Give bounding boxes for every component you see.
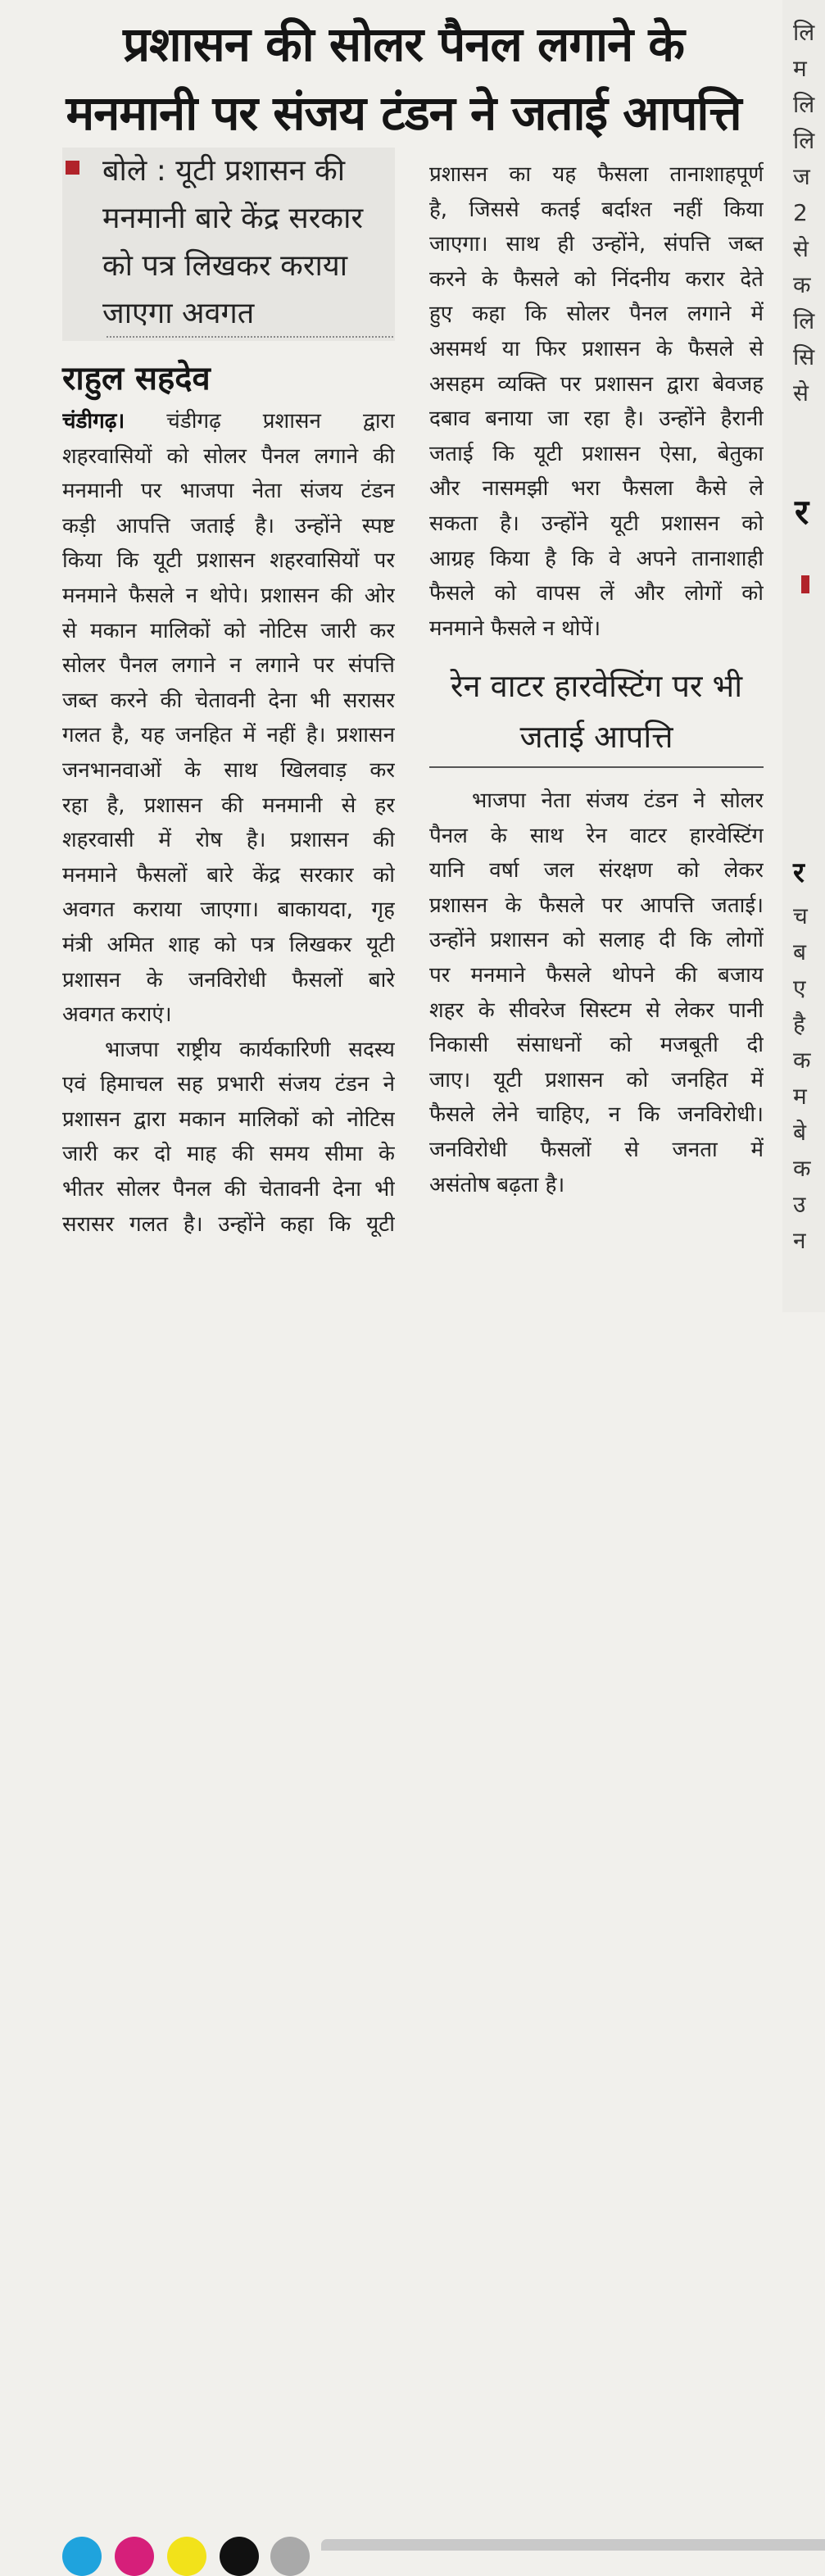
deck-line: बोले : यूटी प्रशासन की [102,154,346,188]
text-line: प्रशासन के जनविरोधी फैसलों बारे [62,967,395,993]
text-line: फैसले लेने चाहिए, न कि जनविरोधी। [429,1102,764,1128]
right-column-bottom [429,784,764,1202]
text-line: है, जिससे कतई बर्दाश्त नहीं किया [429,197,764,222]
text-line: आग्रह किया है कि वे अपने तानाशाही [429,546,764,571]
text-line: और नासमझी भरा फैसला कैसे ले [429,476,764,502]
text-line: मनमाने फैसलों बारे केंद्र सरकार को [62,862,395,888]
text-line: सरासर गलत है। उन्होंने कहा कि यूटी [62,1211,395,1237]
deck-line: को पत्र लिखकर कराया [102,249,348,283]
subheading-divider [429,766,764,768]
edge-fragment: लि [793,127,815,154]
text-line: भाजपा राष्ट्रीय कार्यकारिणी सदस्य [105,1037,395,1062]
text-line: शहर के सीवरेज सिस्टम से लेकर पानी [429,997,764,1023]
text-line: जारी कर दो माह की समय सीमा के [62,1142,395,1167]
text-line: दबाव बनाया जा रहा है। उन्होंने हैरानी [429,407,764,432]
text-line: असहम व्यक्ति पर प्रशासन द्वारा बेवजह [429,371,764,397]
edge-heading-fragment-2: र [793,856,805,889]
edge-fragment: बे [793,1119,806,1146]
text-line: भाजपा नेता संजय टंडन ने सोलर [472,788,764,813]
text-line: मनमाने फैसले न थोपें। [429,616,601,641]
edge-fragment: च [793,902,808,929]
adjacent-column-text-top [793,15,825,411]
headline-line-2: मनमानी पर संजय टंडन ने जताई आपत्ति [66,85,741,141]
magenta-registration-dot-icon [115,2537,154,2576]
text-line: प्रशासन द्वारा मकान मालिकों को नोटिस [62,1106,395,1132]
text-line: शहरवासी में रोष है। प्रशासन की [62,828,395,853]
edge-bullet-icon [801,575,809,593]
text-line: कड़ी आपत्ति जताई है। उन्होंने स्पष्ट [62,513,395,538]
text-line: मनमाने फैसले न थोपे। प्रशासन की ओर [62,583,395,608]
text-line: सोलर पैनल लगाने न लगाने पर संपत्ति [62,653,395,679]
text-line: शहरवासियों को सोलर पैनल लगाने की [62,443,395,469]
edge-fragment: सि [793,343,815,370]
text-line: जाए। यूटी प्रशासन को जनहित में [429,1067,764,1093]
adjacent-column-text-bottom [793,898,825,1259]
text-line: प्रशासन के फैसले पर आपत्ति जताई। [429,893,764,918]
text-fragment: चंडीगढ़ प्रशासन द्वारा [166,409,395,434]
edge-fragment: ज [793,163,810,190]
square-bullet-icon [66,161,79,175]
text-line: मंत्री अमित शाह को पत्र लिखकर यूटी [62,932,395,957]
edge-fragment: लि [793,91,815,118]
text-line: जनभानवाओं के साथ खिलवाड़ कर [62,757,395,783]
left-column [62,404,395,1242]
edge-fragment: से [793,379,809,407]
text-line: असंतोष बढ़ता है। [429,1172,565,1197]
edge-fragment: से [793,235,809,262]
text-line: किया कि यूटी प्रशासन शहरवासियों पर [62,548,395,574]
text-line: फैसले को वापस लें और लोगों को [429,581,764,607]
registration-bar [321,2539,825,2551]
grey-registration-dot-icon [270,2537,310,2576]
text-line: से मकान मालिकों को नोटिस जारी कर [62,618,395,643]
text-line: जब्त करने की चेतावनी देना भी सरासर [62,688,395,713]
print-registration-strip [0,1262,825,1312]
text-line: असमर्थ या फिर प्रशासन के फैसले से [429,336,764,361]
text-line: एवं हिमाचल सह प्रभारी संजय टंडन ने [62,1072,395,1097]
edge-heading-fragment: र [795,492,809,532]
headline-line-1: प्रशासन की सोलर पैनल लगाने के [123,16,684,72]
text-line: जनविरोधी फैसलों से जनता में [429,1137,764,1162]
subheading-line-1: रेन वाटर हारवेस्टिंग पर भी [450,668,743,704]
deck-line: मनमानी बारे केंद्र सरकार [102,202,364,235]
text-line: अवगत कराया जाएगा। बाकायदा, गृह [62,897,395,923]
subheading-line-2: जताई आपत्ति [519,719,673,755]
cyan-registration-dot-icon [62,2537,102,2576]
edge-fragment: क [793,1047,811,1074]
dateline: चंडीगढ़। [62,409,125,434]
edge-fragment: लि [793,19,815,46]
deck [102,148,397,338]
text-line: भीतर सोलर पैनल की चेतावनी देना भी [62,1177,395,1202]
text-line: सकता है। उन्होंने यूटी प्रशासन को [429,511,764,536]
headline [33,10,774,148]
edge-fragment: म [793,1083,807,1110]
text-line: निकासी संसाधनों को मजबूती दी [429,1033,764,1058]
deck-line: जाएगा अवगत [102,297,255,330]
edge-fragment: 2 [793,199,808,226]
edge-fragment: क [793,1155,811,1182]
edge-fragment: है [793,1011,805,1038]
text-line: हुए कहा कि सोलर पैनल लगाने में [429,302,764,327]
text-line: जाएगा। साथ ही उन्होंने, संपत्ति जब्त [429,232,764,257]
edge-fragment: लि [793,307,815,334]
edge-fragment: उ [793,1191,806,1218]
text-line: प्रशासन का यह फैसला तानाशाहपूर्ण [429,162,764,187]
text-line: रहा है, प्रशासन की मनमानी से हर [62,793,395,818]
edge-fragment: म [793,55,807,82]
byline: राहुल सहदेव [62,360,211,398]
text-line: करने के फैसले को निंदनीय करार देते [429,266,764,292]
text-line: पैनल के साथ रेन वाटर हारवेस्टिंग [429,823,764,848]
text-line: गलत है, यह जनहित में नहीं है। प्रशासन [62,723,395,748]
subheading [429,661,764,762]
dotted-divider [107,336,393,338]
text-line: मनमानी पर भाजपा नेता संजय टंडन [62,479,395,504]
text-line: पर मनमाने फैसले थोपने की बजाय [429,962,764,988]
text-line [62,404,395,439]
edge-fragment: ए [793,975,806,1002]
text-line: जताई कि यूटी प्रशासन ऐसा, बेतुका [429,441,764,466]
text-line: उन्होंने प्रशासन को सलाह दी कि लोगों [429,928,764,953]
yellow-registration-dot-icon [167,2537,206,2576]
text-line: अवगत कराएं। [62,1002,172,1028]
right-column-top [429,157,764,646]
edge-fragment: ब [793,938,806,965]
text-line: यानि वर्षा जल संरक्षण को लेकर [429,858,764,884]
edge-fragment: क [793,271,811,298]
black-registration-dot-icon [220,2537,259,2576]
edge-fragment: न [793,1227,806,1254]
